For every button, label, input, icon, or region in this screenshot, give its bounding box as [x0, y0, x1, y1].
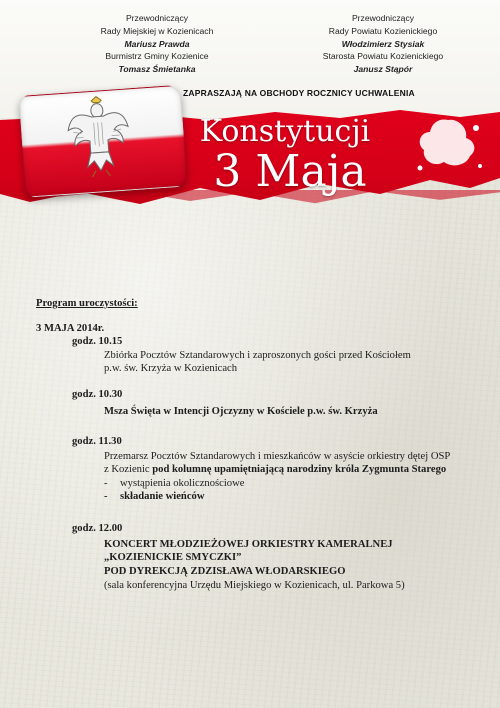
item-1200-line1: KONCERT MŁODZIEŻOWEJ ORKIESTRY KAMERALNEJ	[104, 539, 393, 550]
item-1200-line3: POD DYREKCJĄ ZDZISŁAWA WŁODARSKIEGO	[104, 566, 346, 577]
time-1200: godz. 12.00	[72, 523, 123, 534]
item-1015-line1: Zbiórka Pocztów Sztandarowych i zaproszonych gości przed Kościołem	[104, 350, 411, 361]
item-1130-line2	[104, 463, 484, 476]
header-right-line1: Przewodniczący	[351, 13, 415, 23]
item-1200-line4: (sala konferencyjna Urzędu Miejskiego w Kozienicach, ul. Parkowa 5)	[104, 580, 405, 591]
bullet-wystapienia: - wystąpienia okolicznościowe	[104, 477, 244, 490]
program-date: 3 MAJA 2014r.	[36, 323, 105, 334]
header-right-name2: Janusz Stąpór	[353, 64, 413, 75]
header-right-line3: Starosta Powiatu Kozienickiego	[322, 51, 444, 62]
time-1130: godz. 11.30	[72, 436, 122, 447]
header-left-line3: Burmistrz Gminy Kozienice	[105, 51, 209, 62]
bullet-skladanie-wiencow: - składanie wieńców	[104, 490, 244, 503]
item-1130-line1: Przemarsz Pocztów Sztandarowych i mieszkańców w asyście orkiestry dętej OSP	[104, 451, 451, 462]
header-left-name1: Mariusz Prawda	[124, 38, 190, 49]
header-left-name2: Tomasz Śmietanka	[118, 64, 196, 75]
header-left-line1: Przewodniczący	[125, 13, 189, 23]
item-1030-line1: Msza Święta w Intencji Ojczyzny w Kościele p.w. św. Krzyża	[104, 406, 378, 417]
item-1200-line2: „KOZIENICKIE SMYCZKI”	[104, 552, 242, 563]
item-1130-line2-plain: z Kozienic	[104, 464, 150, 475]
title-konstytucji: Konstytucji	[199, 114, 371, 149]
invite-text: ZAPRASZAJĄ NA OBCHODY ROCZNICY UCHWALENIA	[183, 88, 415, 98]
time-1030: godz. 10.30	[72, 389, 123, 400]
item-1015-line2: p.w. św. Krzyża w Kozienicach	[104, 363, 238, 374]
time-1015: godz. 10.15	[72, 336, 123, 347]
header-right-line2: Rady Powiatu Kozienickiego	[328, 25, 438, 36]
header-right-name1: Włodzimierz Stysiak	[341, 38, 425, 49]
header-left-line2: Rady Miejskiej w Kozienicach	[100, 25, 214, 36]
program-heading: Program uroczystości:	[36, 298, 138, 309]
title-3-maja: 3 Maja	[213, 146, 367, 197]
item-1130-bullets	[104, 477, 244, 503]
item-1130-line2-bold: pod kolumnę upamiętniającą narodziny króla Zygmunta Starego	[152, 464, 447, 475]
